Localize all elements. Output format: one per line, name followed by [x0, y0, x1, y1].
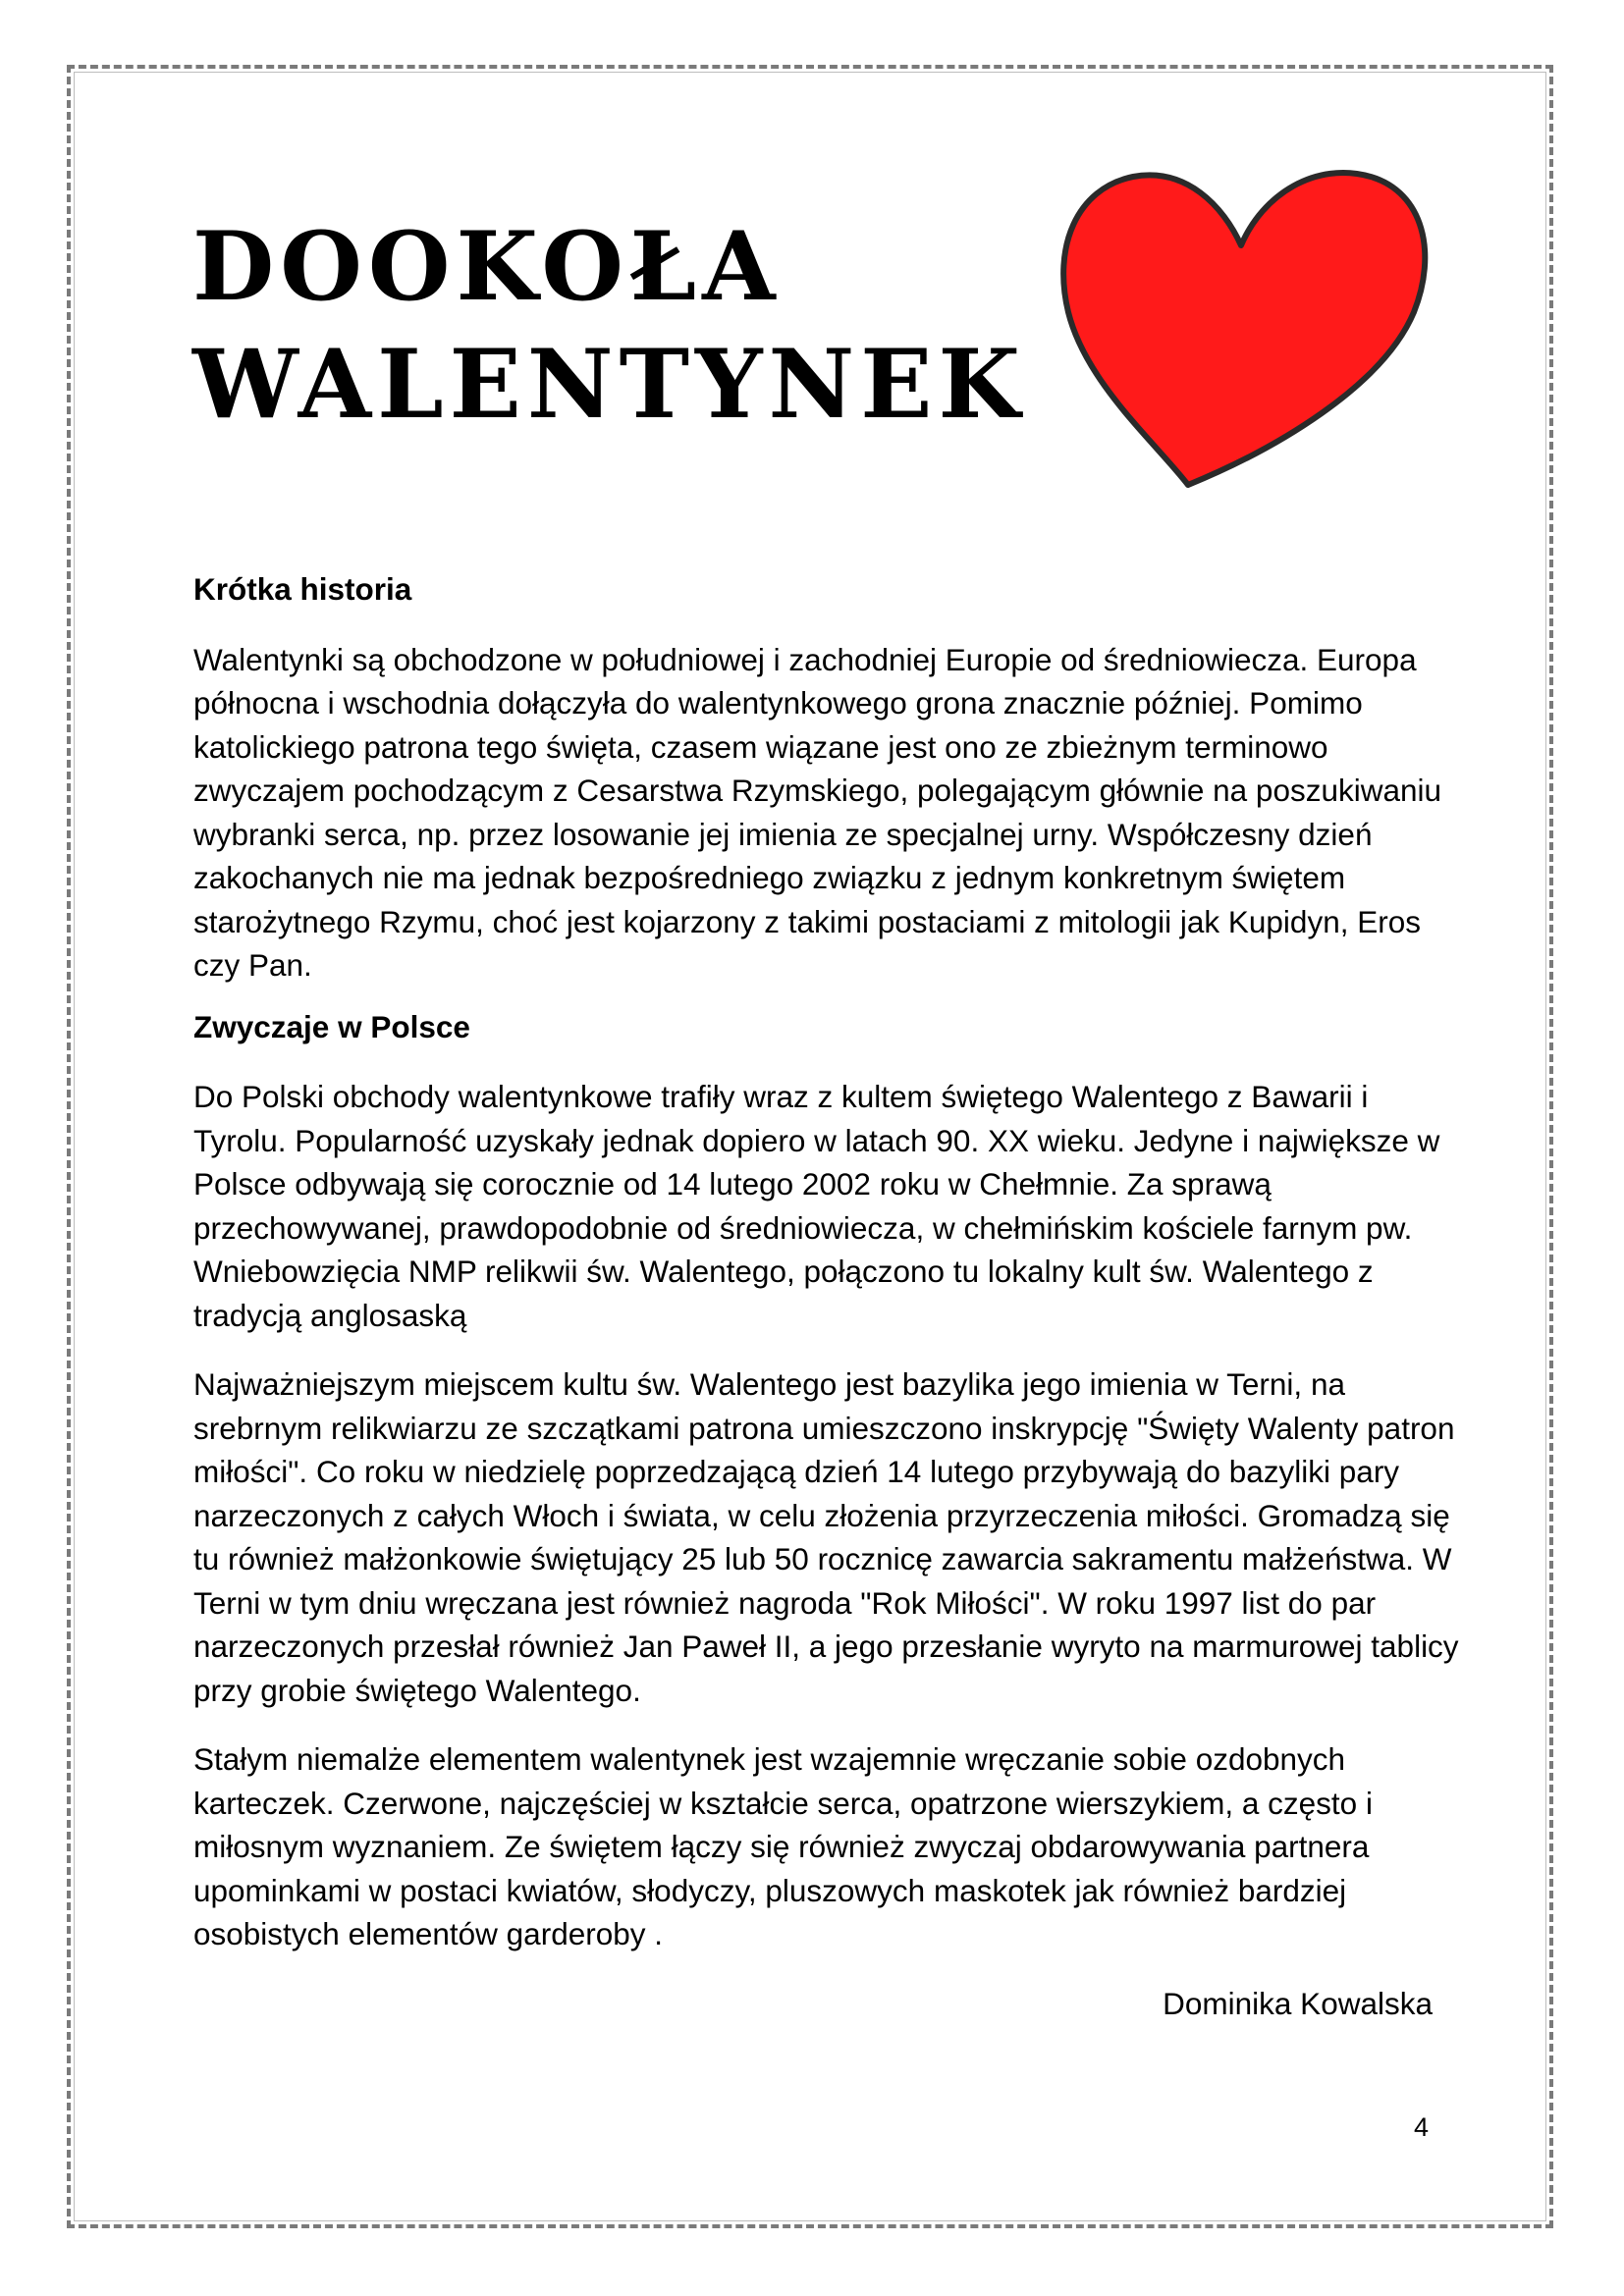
page-number: 4 [1414, 2112, 1430, 2142]
paragraph: Do Polski obchody walentynkowe trafiły wraz z kultem świętego Walentego z Bawarii i Tyrolu. Popularność uzyskały jednak dopiero w latach 90. XX wieku. Jedyne i największe w Polsce odbywają się corocznie od 14 lutego 2002 roku w Chełmnie. Za sprawą przechowywanej, prawdopodobnie od średniowiecza, w chełmińskim kościele farnym pw. Wniebowzięcia NMP relikwii św. Walentego, połączono tu lokalny kult św. Walentego z tradycją anglosaską [193, 1079, 1440, 1333]
section-heading: Krótka historia [193, 571, 412, 607]
author-signature: Dominika Kowalska [1163, 1985, 1433, 2021]
page-title [192, 208, 1026, 444]
section-history [193, 567, 1460, 988]
section-customs [193, 1005, 1460, 1956]
heart-icon [1058, 165, 1432, 499]
section-heading: Zwyczaje w Polsce [193, 1008, 470, 1044]
title-line-2: WALENTYNEK [192, 329, 1026, 440]
title-line-1: DOOKOŁA [192, 211, 782, 322]
paragraph: Stałym niemalże elementem walentynek jest wzajemnie wręczanie sobie ozdobnych karteczek. Czerwone, najczęściej w kształcie serca, opatrzone wierszykiem, a często i miłosnym wyznaniem. Ze świętem łączy się również zwyczaj obdarowywania partnera upominkami w postaci kwiatów, słodyczy, pluszowych maskotek jak również bardziej osobistych elementów garderoby . [193, 1741, 1373, 1951]
paragraph: Najważniejszym miejscem kultu św. Walentego jest bazylika jego imienia w Terni, na srebrnym relikwiarzu ze szczątkami patrona umieszczono inskrypcję "Święty Walenty patron miłości". Co roku w niedzielę poprzedzającą dzień 14 lutego przybywają do bazyliki pary narzeczonych z całych Włoch i świata, w celu złożenia przyrzeczenia miłości. Gromadzą się tu również małżonkowie świętujący 25 lub 50 rocznicę zawarcia sakramentu małżeństwa. W Terni w tym dniu wręczana jest również nagroda "Rok Miłości". W roku 1997 list do par narzeczonych przesłał również Jan Paweł II, a jego przesłanie wyryto na marmurowej tablicy przy grobie świętego Walentego. [193, 1366, 1459, 1708]
article-body [193, 567, 1460, 2025]
paragraph: Walentynki są obchodzone w południowej i zachodniej Europie od średniowiecza. Europa północna i wschodnia dołączyła do walentynkowego grona znacznie później. Pomimo katolickiego patrona tego święta, czasem wiązane jest ono ze zbieżnym terminowo zwyczajem pochodzącym z Cesarstwa Rzymskiego, polegającym głównie na poszukiwaniu wybranki serca, np. przez losowanie jej imienia ze specjalnej urny. Współczesny dzień zakochanych nie ma jednak bezpośredniego związku z jednym konkretnym świętem starożytnego Rzymu, choć jest kojarzony z takimi postaciami z mitologii jak Kupidyn, Eros czy Pan. [193, 641, 1442, 983]
